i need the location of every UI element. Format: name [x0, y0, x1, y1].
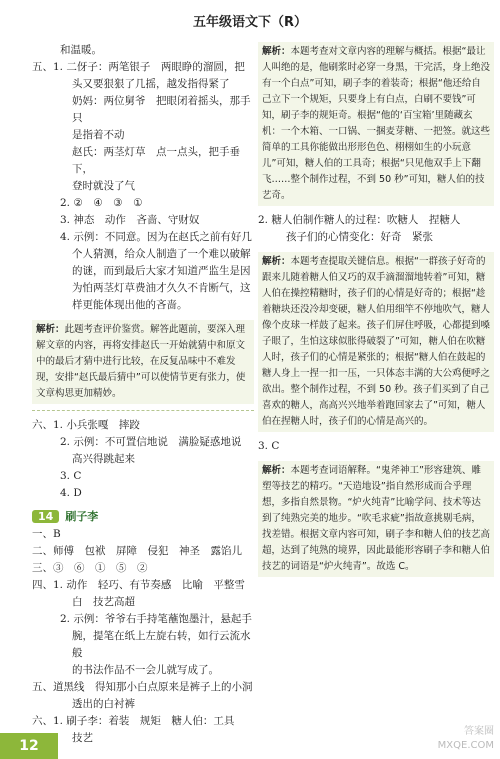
answer-line: 3. C — [60, 470, 82, 482]
answer-line: 四、1. 动作 轻巧、有节奏感 比喻 平整雪 — [32, 579, 245, 591]
answer-line: 2. 示例：爷爷右手持笔蘸饱墨汁，悬起手 — [60, 613, 252, 625]
section-heading — [32, 508, 98, 524]
answer-line: 个人猜测，给众人制造了一个难以破解 — [72, 248, 251, 260]
answer-line: 2. ② ④ ③ ① — [60, 197, 143, 209]
section-title: 刷子李 — [65, 510, 99, 523]
answer-line: 孩子们的心情变化：好奇 紧张 — [286, 231, 433, 243]
answer-line: 三、③ ⑥ ① ⑤ ② — [32, 562, 148, 574]
answer-line: 2. 示例：不可置信地说 满脸疑惑地说 — [60, 436, 242, 448]
answer-line: 五、道黑线 得知那小白点原来是裤子上的小洞 — [32, 681, 253, 693]
answer-line: 头又要狠狠了几摇，越发指得紧了 — [72, 78, 230, 90]
text-line: 和温暖。 — [60, 44, 102, 56]
answer-line: 3. C — [258, 440, 280, 452]
answer-line: 一、B — [32, 528, 61, 540]
left-column — [32, 42, 254, 747]
answer-line: 4. D — [60, 487, 82, 499]
analysis-text: 本题考查提取关键信息。根据“一群孩子好奇的跟来儿随着糖人伯又巧的双手滴溜溜地转着”可知，糖人伯在操控精糖时，孩子们的心情是好奇的；根据“趁着糖块还没冷却变硬，糖人伯用细竿不停地吹气，糖人像个皮球一样鼓了起来。孩子们屏住呼吸，心都提到嗓子眼了，生怕这球似胀得破裂了”可知，糖人伯在吹糖人时，孩子们的心情是紧张的；根据“糖人伯在鼓起的糖人身上一捏一扣一压，一只体态丰满的大公鸡便呼之欲出。整个制作过程，不到 50 秒。孩子们买到了自己喜欢的糖人，高高兴兴地举着跑回家去了”可知，糖人伯在捏糖人时，孩子们的心情是高兴的。 — [262, 256, 491, 427]
answer-line: 样更能体现出他的吝啬。 — [72, 299, 188, 311]
analysis-block — [258, 461, 494, 577]
answer-line: 透出的白衬裤 — [72, 698, 135, 710]
answer-line: 赵氏：两茎灯草 点一点头，把手垂下， — [72, 146, 240, 175]
watermark-url: MXQE.COM — [437, 740, 494, 751]
answer-line: 2. 糖人伯制作糖人的过程：吹糖人 捏糖人 — [258, 214, 461, 226]
page-number: 12 — [0, 733, 58, 759]
analysis-text: 本题考查对文章内容的理解与概括。根据“最让人叫绝的是，他刷浆时必穿一身黑，干完活，身上绝没有一个白点”可知，刷子李的着装奇；根据“他还给自己立下一个规矩，只要身上有白点，白刷不要钱”可知，刷子李的规矩奇。根据“他的‘百宝箱’里随藏玄机：一个木箱、一口锅、一捆麦芽糖、一把签。就这些简单的工具你能做出形形色色、栩栩如生的小玩意儿”可知，糖人伯的工具奇；根据“只见他双手上下翻飞……整个制作过程，不到 50 秒”可知，糖人伯的技艺奇。 — [262, 46, 491, 201]
section-number: 14 — [32, 510, 59, 523]
watermark — [422, 725, 494, 755]
answer-line: 奶妈：两位舅爷 把眼闭着摇头，那手只 — [72, 95, 251, 124]
analysis-text: 本题考查词语解释。“鬼斧神工”形容建筑、雕塑等技艺的精巧。“天造地设”指自然形成而合乎理想，多指自然景物。“炉火纯青”比喻学问、技术等达到了纯熟完美的地步。“吹毛求疵”指故意挑剔毛病，找差错。根据文章内容可知，刷子李和糖人伯的技艺高超，达到了纯熟的境界，因此最能形容刷子李和糖人伯技艺的词语是“炉火纯青”。故选 C。 — [262, 465, 491, 572]
answer-line: 五、1. 二伢子：两笔银子 两眼睁的溜圆，把 — [32, 61, 245, 73]
answer-line: 腕，提笔在纸上左旋右转，如行云流水般 — [72, 630, 251, 659]
analysis-label: 解析： — [36, 324, 65, 335]
answer-line: 为怕两茎灯草费油才久久不肯断气，这 — [72, 282, 251, 294]
analysis-block — [258, 252, 494, 432]
analysis-text: 此题考查评价鉴赏。解答此题前，要深入理解文章的内容，再将安排赵氏一开始就猜中和原文中的最后才猜中进行比较，在反复品味中不难发现，安排“赵氏最后猜中”可以使情节更有张力，使文章构思更加精妙。 — [36, 324, 246, 399]
answer-line: 二、师傅 包袱 屏障 侵犯 神圣 露馅儿 — [32, 545, 242, 557]
analysis-block — [258, 42, 494, 206]
answer-line: 白 技艺高超 — [72, 596, 135, 608]
answer-line: 3. 神态 动作 吝啬、守财奴 — [60, 214, 200, 226]
analysis-label: 解析： — [262, 256, 291, 267]
answer-line: 是指着不动 — [72, 129, 125, 141]
analysis-label: 解析： — [262, 465, 291, 476]
answer-line: 技艺 — [72, 732, 93, 744]
answer-line: 六、1. 小兵张嘎 摔跤 — [32, 419, 140, 431]
analysis-block — [32, 320, 254, 404]
watermark-text: 答案圈 — [464, 726, 494, 737]
answer-line: 六、1. 刷子李：着装 规矩 糖人伯：工具 — [32, 715, 235, 727]
page-title: 五年级语文下（R） — [192, 14, 307, 30]
answer-line: 高兴得跳起来 — [72, 453, 135, 465]
answer-line: 4. 示例：不同意。因为在赵氏之前有好几 — [60, 231, 252, 243]
answer-line: 的书法作品不一会儿就写成了。 — [72, 664, 219, 676]
divider — [32, 410, 254, 411]
right-column — [258, 42, 494, 583]
page-header — [0, 0, 500, 40]
answer-line: 登时就没了气 — [72, 180, 135, 192]
analysis-label: 解析： — [262, 46, 291, 57]
answer-line: 的谜，而到最后大家才知道严监生是因 — [72, 265, 251, 277]
